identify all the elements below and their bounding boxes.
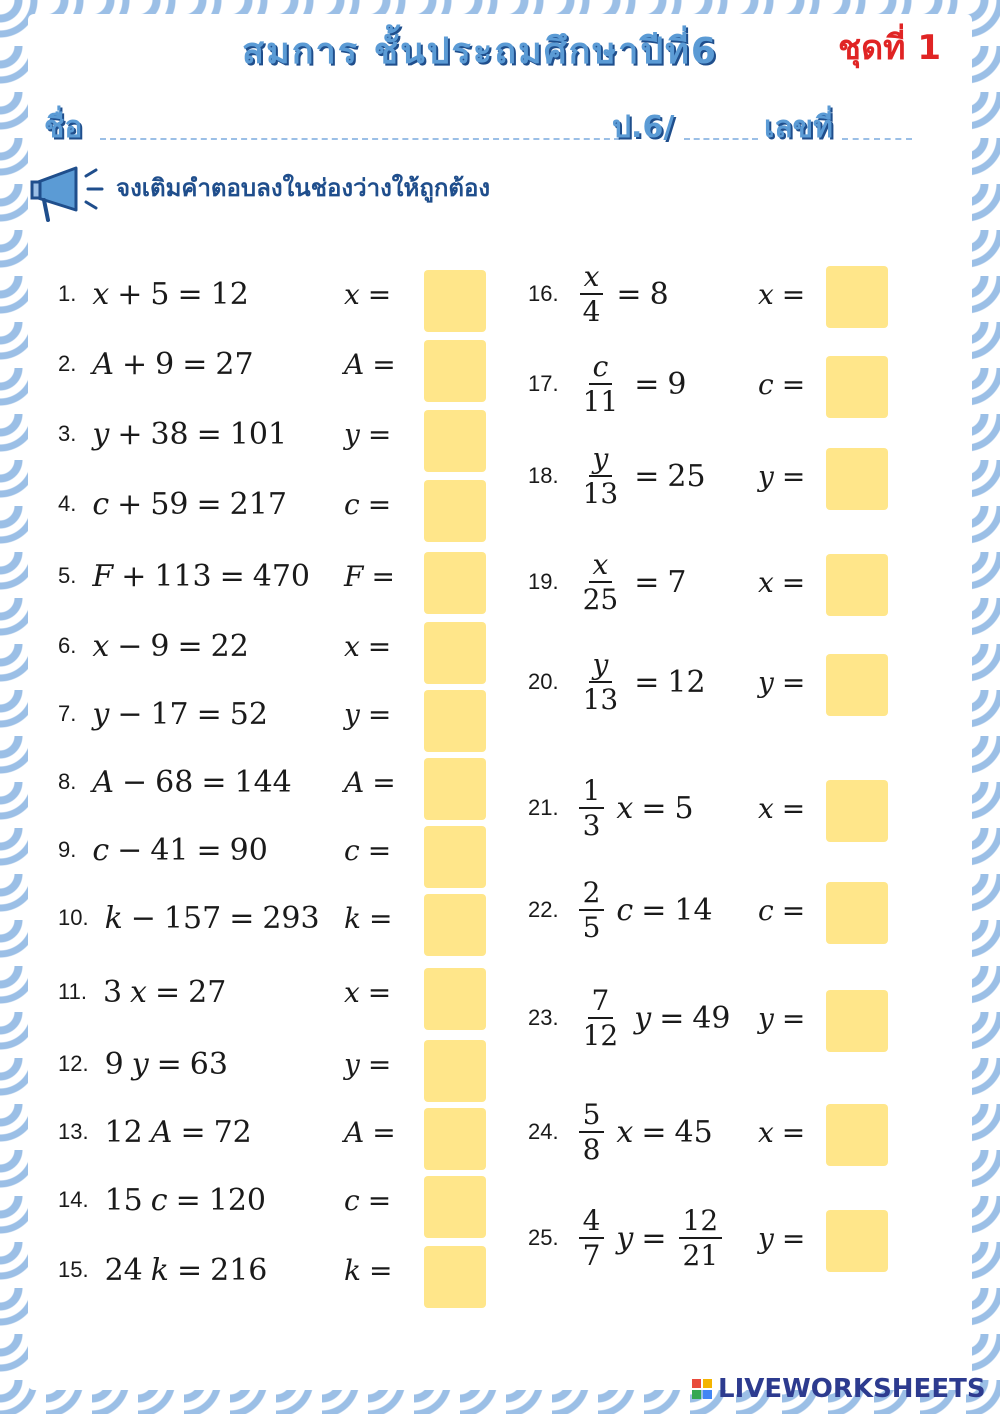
name-input-line[interactable] bbox=[100, 138, 620, 140]
operand: 38 bbox=[150, 416, 189, 452]
equals-sign: = bbox=[196, 832, 222, 868]
answer-variable: y bbox=[344, 697, 360, 731]
megaphone-icon bbox=[30, 160, 110, 226]
equals-sign: = bbox=[781, 893, 806, 927]
fraction-denominator: 13 bbox=[582, 477, 619, 510]
equals-sign: = bbox=[368, 1253, 393, 1287]
answer-label bbox=[758, 986, 805, 1050]
variable: y bbox=[616, 1220, 634, 1256]
equation bbox=[58, 682, 268, 746]
coefficient: 9 bbox=[104, 1046, 124, 1082]
fraction-numerator: 7 bbox=[588, 986, 614, 1019]
result: 45 bbox=[674, 1114, 713, 1150]
result: 9 bbox=[667, 366, 687, 402]
answer-variable: c bbox=[758, 367, 774, 401]
variable: c bbox=[616, 892, 634, 928]
result: 12 bbox=[210, 276, 249, 312]
number-label: เลขที่ bbox=[764, 110, 833, 145]
operand: 157 bbox=[163, 900, 222, 936]
answer-box[interactable] bbox=[424, 1246, 486, 1308]
equals-sign: = bbox=[367, 487, 392, 521]
result: 27 bbox=[188, 974, 227, 1010]
answer-label bbox=[758, 550, 805, 614]
variable: A bbox=[92, 346, 115, 382]
equals-sign: = bbox=[371, 559, 395, 593]
fraction-numerator: 2 bbox=[579, 878, 605, 911]
equals-sign: = bbox=[659, 1000, 685, 1036]
answer-box[interactable] bbox=[424, 894, 486, 956]
answer-box[interactable] bbox=[826, 990, 888, 1052]
answer-label bbox=[344, 750, 396, 814]
fraction-numerator: c bbox=[589, 352, 613, 385]
equation bbox=[528, 349, 687, 418]
equals-sign: = bbox=[781, 1001, 806, 1035]
answer-box[interactable] bbox=[424, 410, 486, 472]
answer-variable: x bbox=[344, 975, 360, 1009]
variable: y bbox=[92, 696, 110, 732]
result: 7 bbox=[667, 564, 687, 600]
equals-sign: = bbox=[154, 974, 181, 1010]
equation bbox=[58, 1032, 228, 1096]
fraction bbox=[579, 441, 623, 510]
problem-number: 7. bbox=[58, 701, 77, 726]
result: 293 bbox=[262, 900, 320, 936]
result: 25 bbox=[667, 458, 706, 494]
problem-number: 23. bbox=[528, 1005, 559, 1030]
problem-number: 17. bbox=[528, 371, 559, 396]
operator: − bbox=[130, 900, 156, 936]
problem-number: 25. bbox=[528, 1225, 559, 1250]
equals-sign: = bbox=[367, 417, 392, 451]
result: 470 bbox=[252, 558, 310, 594]
set-label: ชุดที่ 1 bbox=[838, 28, 942, 68]
equals-sign: = bbox=[177, 276, 203, 312]
result: 22 bbox=[210, 628, 249, 664]
problem-number: 16. bbox=[528, 281, 559, 306]
problem-number: 6. bbox=[58, 633, 77, 658]
equals-sign: = bbox=[781, 565, 806, 599]
class-label: ป.6/ bbox=[612, 110, 675, 145]
variable: x bbox=[616, 1114, 634, 1150]
operand: 9 bbox=[150, 628, 170, 664]
fraction-denominator: 13 bbox=[582, 683, 619, 716]
answer-variable: x bbox=[758, 277, 774, 311]
equation bbox=[58, 544, 310, 608]
answer-variable: A bbox=[344, 765, 365, 799]
equation bbox=[58, 472, 287, 536]
problem-number: 18. bbox=[528, 463, 559, 488]
answer-label bbox=[758, 878, 805, 942]
fraction-numerator: y bbox=[589, 650, 613, 683]
equation bbox=[528, 547, 687, 616]
variable: x bbox=[616, 790, 634, 826]
result: 90 bbox=[229, 832, 268, 868]
logo-mark-icon bbox=[692, 1379, 712, 1399]
variable: A bbox=[92, 764, 115, 800]
equation bbox=[58, 886, 320, 950]
fraction-numerator: 1 bbox=[579, 776, 605, 809]
answer-label bbox=[344, 332, 396, 396]
equation bbox=[528, 875, 713, 944]
answer-box[interactable] bbox=[424, 826, 486, 888]
equals-sign: = bbox=[781, 367, 806, 401]
fraction-numerator: 12 bbox=[679, 1206, 723, 1239]
answer-box[interactable] bbox=[424, 552, 486, 614]
equals-sign: = bbox=[367, 1183, 392, 1217]
answer-variable: A bbox=[344, 347, 365, 381]
coefficient: 24 bbox=[104, 1252, 143, 1288]
answer-variable: c bbox=[344, 487, 360, 521]
equation bbox=[58, 818, 268, 882]
class-input-line[interactable] bbox=[684, 138, 758, 140]
answer-label bbox=[344, 472, 391, 536]
equals-sign: = bbox=[368, 901, 393, 935]
equation bbox=[528, 259, 669, 328]
operator: − bbox=[117, 696, 143, 732]
problem-number: 12. bbox=[58, 1051, 89, 1076]
equals-sign: = bbox=[367, 975, 392, 1009]
equals-sign: = bbox=[196, 416, 222, 452]
equals-sign: = bbox=[196, 696, 222, 732]
fraction bbox=[579, 547, 623, 616]
name-label: ชื่อ bbox=[44, 110, 83, 145]
equals-sign: = bbox=[182, 346, 208, 382]
page-title: สมการ ชั้นประถมศึกษาปีที่6 bbox=[242, 31, 718, 72]
liveworksheets-logo bbox=[692, 1374, 986, 1404]
fraction-denominator: 25 bbox=[582, 583, 619, 616]
result: 14 bbox=[674, 892, 713, 928]
answer-box[interactable] bbox=[424, 690, 486, 752]
operator: + bbox=[117, 416, 143, 452]
operator: − bbox=[117, 628, 143, 664]
equation bbox=[58, 262, 249, 326]
equals-sign: = bbox=[367, 629, 392, 663]
answer-box[interactable] bbox=[826, 780, 888, 842]
answer-variable: x bbox=[758, 791, 774, 825]
result: 72 bbox=[213, 1114, 252, 1150]
equation bbox=[58, 332, 254, 396]
equals-sign: = bbox=[372, 347, 396, 381]
number-input-line[interactable] bbox=[842, 138, 912, 140]
answer-variable: y bbox=[758, 1221, 774, 1255]
result: 5 bbox=[674, 790, 694, 826]
equation bbox=[528, 983, 731, 1052]
fraction bbox=[679, 1203, 723, 1272]
operand: 41 bbox=[150, 832, 189, 868]
problem-number: 20. bbox=[528, 669, 559, 694]
answer-variable: k bbox=[344, 901, 361, 935]
equals-sign: = bbox=[634, 564, 660, 600]
answer-label bbox=[758, 1100, 805, 1164]
variable: x bbox=[92, 276, 110, 312]
fraction-denominator: 12 bbox=[582, 1019, 619, 1052]
answer-variable: y bbox=[758, 459, 774, 493]
equals-sign: = bbox=[616, 276, 642, 312]
equals-sign: = bbox=[196, 486, 222, 522]
equals-sign: = bbox=[372, 765, 396, 799]
answer-variable: k bbox=[344, 1253, 361, 1287]
problem-number: 22. bbox=[528, 897, 559, 922]
result: 8 bbox=[649, 276, 669, 312]
answer-box[interactable] bbox=[826, 654, 888, 716]
problem-number: 1. bbox=[58, 281, 77, 306]
variable: k bbox=[104, 900, 123, 936]
equals-sign: = bbox=[219, 558, 245, 594]
operand: 5 bbox=[150, 276, 170, 312]
problem-number: 15. bbox=[58, 1257, 89, 1282]
answer-box[interactable] bbox=[826, 1104, 888, 1166]
operator: + bbox=[117, 486, 143, 522]
answer-box[interactable] bbox=[826, 448, 888, 510]
answer-box[interactable] bbox=[424, 1176, 486, 1238]
fraction bbox=[579, 259, 605, 328]
equals-sign: = bbox=[177, 628, 203, 664]
fraction bbox=[579, 875, 605, 944]
equals-sign: = bbox=[641, 1220, 667, 1256]
operand: 59 bbox=[150, 486, 189, 522]
answer-label bbox=[344, 1168, 391, 1232]
equation bbox=[528, 773, 694, 842]
equation bbox=[58, 960, 226, 1024]
fraction-denominator: 5 bbox=[582, 911, 601, 944]
answer-box[interactable] bbox=[424, 480, 486, 542]
answer-label bbox=[758, 352, 805, 416]
fraction bbox=[579, 647, 623, 716]
result: 101 bbox=[229, 416, 288, 452]
answer-box[interactable] bbox=[826, 266, 888, 328]
answer-label bbox=[344, 1032, 391, 1096]
operand: 9 bbox=[155, 346, 175, 382]
problem-number: 24. bbox=[528, 1119, 559, 1144]
footer-brand: LIVEWORKSHEETS bbox=[718, 1374, 986, 1404]
answer-variable: x bbox=[758, 1115, 774, 1149]
equals-sign: = bbox=[180, 1114, 206, 1150]
equals-sign: = bbox=[156, 1046, 182, 1082]
answer-variable: F bbox=[344, 559, 364, 593]
equation bbox=[58, 614, 249, 678]
fraction-denominator: 3 bbox=[582, 809, 601, 842]
equals-sign: = bbox=[641, 1114, 667, 1150]
operator: + bbox=[122, 346, 148, 382]
variable: A bbox=[150, 1114, 173, 1150]
equals-sign: = bbox=[634, 366, 660, 402]
instruction-text: จงเติมคำตอบลงในช่องว่างให้ถูกต้อง bbox=[116, 174, 491, 202]
answer-label bbox=[758, 444, 805, 508]
result: 120 bbox=[208, 1182, 266, 1218]
answer-label bbox=[758, 650, 805, 714]
answer-box[interactable] bbox=[424, 270, 486, 332]
equation bbox=[58, 1168, 266, 1232]
answer-label bbox=[344, 262, 391, 326]
answer-variable: A bbox=[344, 1115, 365, 1149]
answer-label bbox=[344, 682, 391, 746]
equals-sign: = bbox=[781, 1221, 806, 1255]
variable: y bbox=[92, 416, 110, 452]
equals-sign: = bbox=[372, 1115, 396, 1149]
result: 49 bbox=[692, 1000, 731, 1036]
result: 144 bbox=[234, 764, 292, 800]
operator: − bbox=[117, 832, 143, 868]
variable: x bbox=[130, 974, 147, 1010]
operand: 113 bbox=[154, 558, 212, 594]
result: 217 bbox=[229, 486, 287, 522]
answer-box[interactable] bbox=[424, 1108, 486, 1170]
equation bbox=[58, 750, 292, 814]
answer-label bbox=[344, 1100, 396, 1164]
equals-sign: = bbox=[641, 892, 667, 928]
equals-sign: = bbox=[781, 459, 806, 493]
problem-number: 11. bbox=[58, 979, 87, 1004]
equals-sign: = bbox=[201, 764, 227, 800]
answer-label bbox=[344, 1238, 392, 1302]
answer-variable: c bbox=[758, 893, 774, 927]
equation bbox=[528, 441, 706, 510]
equals-sign: = bbox=[781, 277, 806, 311]
equals-sign: = bbox=[634, 664, 660, 700]
answer-box[interactable] bbox=[826, 1210, 888, 1272]
answer-label bbox=[758, 776, 805, 840]
problem-number: 13. bbox=[58, 1119, 89, 1144]
fraction-denominator: 8 bbox=[582, 1133, 601, 1166]
equals-sign: = bbox=[641, 790, 667, 826]
variable: k bbox=[150, 1252, 169, 1288]
answer-box[interactable] bbox=[424, 1040, 486, 1102]
operator: + bbox=[121, 558, 147, 594]
answer-variable: y bbox=[758, 665, 774, 699]
equation bbox=[58, 1238, 267, 1302]
problem-number: 4. bbox=[58, 491, 77, 516]
result: 27 bbox=[215, 346, 254, 382]
equation bbox=[58, 1100, 252, 1164]
coefficient: 12 bbox=[104, 1114, 143, 1150]
answer-box[interactable] bbox=[826, 554, 888, 616]
equals-sign: = bbox=[367, 697, 392, 731]
fraction-numerator: x bbox=[589, 550, 613, 583]
fraction-denominator: 7 bbox=[582, 1239, 601, 1272]
problem-number: 14. bbox=[58, 1187, 89, 1212]
equation bbox=[528, 1097, 713, 1166]
problem-number: 5. bbox=[58, 563, 77, 588]
fraction-numerator: x bbox=[580, 262, 604, 295]
operand: 68 bbox=[155, 764, 194, 800]
equation bbox=[58, 402, 287, 466]
fraction-numerator: 5 bbox=[579, 1100, 605, 1133]
variable: c bbox=[92, 832, 110, 868]
fraction-denominator: 4 bbox=[582, 295, 601, 328]
answer-variable: c bbox=[344, 1183, 360, 1217]
answer-variable: y bbox=[758, 1001, 774, 1035]
equals-sign: = bbox=[175, 1182, 201, 1218]
problem-number: 3. bbox=[58, 421, 77, 446]
equals-sign: = bbox=[367, 1047, 392, 1081]
answer-label bbox=[344, 544, 395, 608]
answer-label bbox=[758, 1206, 805, 1270]
answer-variable: y bbox=[344, 1047, 360, 1081]
answer-label bbox=[344, 818, 391, 882]
fraction bbox=[579, 983, 623, 1052]
result: 12 bbox=[667, 664, 706, 700]
problem-number: 2. bbox=[58, 351, 77, 376]
equation bbox=[528, 1203, 726, 1272]
operator: + bbox=[117, 276, 143, 312]
equals-sign: = bbox=[781, 791, 806, 825]
fraction bbox=[579, 1203, 605, 1272]
answer-box[interactable] bbox=[424, 622, 486, 684]
equals-sign: = bbox=[176, 1252, 203, 1288]
fraction-denominator: 11 bbox=[582, 385, 619, 418]
variable: y bbox=[634, 1000, 652, 1036]
answer-box[interactable] bbox=[826, 882, 888, 944]
answer-label bbox=[344, 960, 391, 1024]
answer-box[interactable] bbox=[424, 340, 486, 402]
result: 216 bbox=[210, 1252, 268, 1288]
coefficient: 3 bbox=[102, 974, 123, 1010]
result: 52 bbox=[229, 696, 268, 732]
answer-variable: x bbox=[344, 629, 360, 663]
answer-label bbox=[344, 614, 391, 678]
answer-variable: x bbox=[758, 565, 774, 599]
problem-number: 21. bbox=[528, 795, 559, 820]
problem-number: 19. bbox=[528, 569, 559, 594]
fraction bbox=[579, 1097, 605, 1166]
answer-variable: c bbox=[344, 833, 360, 867]
answer-label bbox=[344, 402, 391, 466]
variable: c bbox=[92, 486, 110, 522]
variable: y bbox=[131, 1046, 149, 1082]
answer-box[interactable] bbox=[424, 758, 486, 820]
equals-sign: = bbox=[781, 665, 806, 699]
fraction bbox=[579, 773, 605, 842]
answer-box[interactable] bbox=[424, 968, 486, 1030]
equation bbox=[528, 647, 706, 716]
answer-variable: x bbox=[344, 277, 360, 311]
problem-number: 10. bbox=[58, 905, 89, 930]
fraction bbox=[579, 349, 623, 418]
answer-label bbox=[758, 262, 805, 326]
variable: F bbox=[92, 558, 114, 594]
equals-sign: = bbox=[367, 277, 392, 311]
fraction-numerator: 4 bbox=[579, 1206, 605, 1239]
fraction-denominator: 21 bbox=[682, 1239, 719, 1272]
fraction-numerator: y bbox=[589, 444, 613, 477]
variable: x bbox=[92, 628, 110, 664]
equals-sign: = bbox=[229, 900, 255, 936]
answer-label bbox=[344, 886, 392, 950]
equals-sign: = bbox=[634, 458, 660, 494]
answer-variable: y bbox=[344, 417, 360, 451]
result: 63 bbox=[189, 1046, 228, 1082]
answer-box[interactable] bbox=[826, 356, 888, 418]
coefficient: 15 bbox=[104, 1182, 143, 1218]
problem-number: 9. bbox=[58, 837, 77, 862]
operator: − bbox=[122, 764, 148, 800]
variable: c bbox=[150, 1182, 168, 1218]
problem-number: 8. bbox=[58, 769, 77, 794]
operand: 17 bbox=[150, 696, 189, 732]
equals-sign: = bbox=[781, 1115, 806, 1149]
equals-sign: = bbox=[367, 833, 392, 867]
